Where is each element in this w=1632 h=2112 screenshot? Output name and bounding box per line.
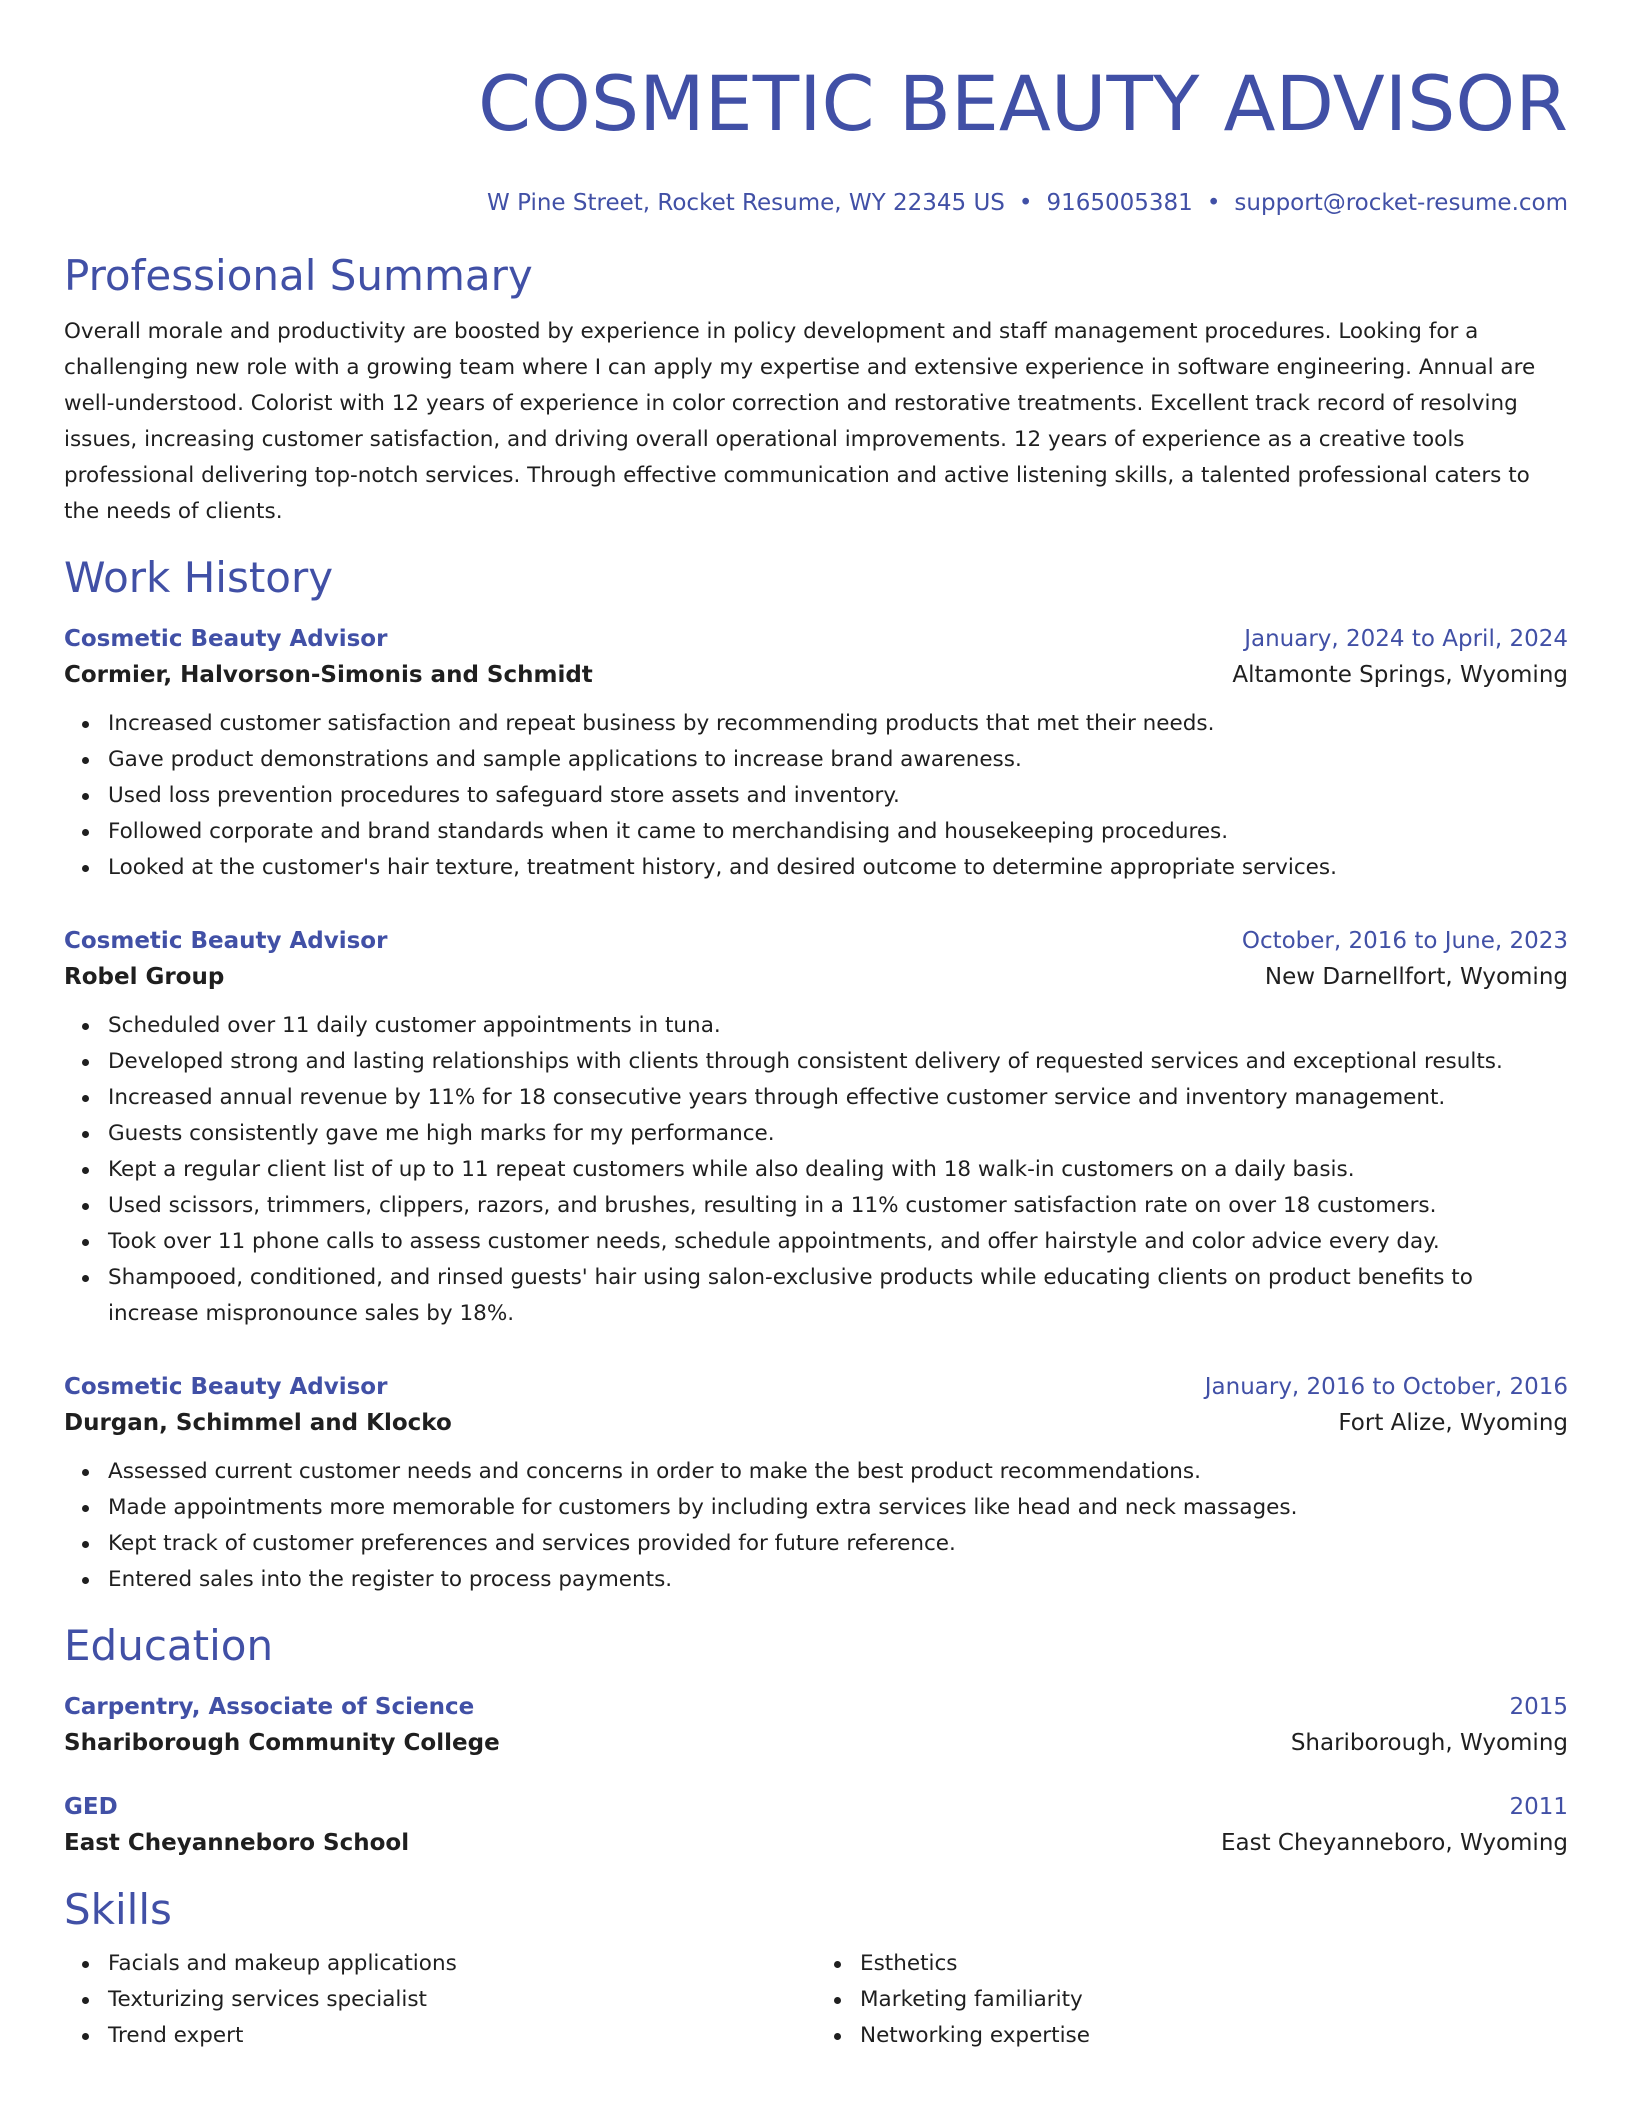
contact-separator: • xyxy=(1206,190,1221,216)
job-role: Cosmetic Beauty Advisor xyxy=(64,626,388,652)
job-bullet: Entered sales into the register to process payments. xyxy=(108,1562,1568,1598)
job-bullet: Developed strong and lasting relationships with clients through consistent delivery of requested services and exceptional results. xyxy=(108,1044,1568,1080)
candidate-title: COSMETIC BEAUTY ADVISOR xyxy=(477,59,1568,148)
job-entry xyxy=(64,622,1568,886)
contact-address: W Pine Street, Rocket Resume, WY 22345 US xyxy=(487,190,1005,216)
skill-item: Trend expert xyxy=(108,2018,816,2054)
job-company: Durgan, Schimmel and Klocko xyxy=(64,1410,452,1436)
education-school: East Cheyanneboro School xyxy=(64,1830,410,1856)
skill-item: Texturizing services specialist xyxy=(108,1982,816,2018)
education-entry xyxy=(64,1790,1568,1862)
job-bullet: Looked at the customer's hair texture, treatment history, and desired outcome to determine appropriate services. xyxy=(108,850,1568,886)
education-degree: GED xyxy=(64,1794,118,1820)
skill-item: Marketing familiarity xyxy=(860,1982,1568,2018)
work-history-heading: Work History xyxy=(64,553,334,602)
job-bullet: Took over 11 phone calls to assess customer needs, schedule appointments, and offer hairstyle and color advice every day. xyxy=(108,1224,1568,1260)
education-year: 2011 xyxy=(1509,1794,1568,1820)
job-bullets xyxy=(64,706,1568,886)
job-bullet: Used loss prevention procedures to safeguard store assets and inventory. xyxy=(108,778,1568,814)
job-bullet: Followed corporate and brand standards when it came to merchandising and housekeeping procedures. xyxy=(108,814,1568,850)
education-school: Shariborough Community College xyxy=(64,1730,500,1756)
skills-list xyxy=(64,1946,1568,2054)
education-location: Shariborough, Wyoming xyxy=(1290,1730,1568,1756)
job-bullet: Gave product demonstrations and sample applications to increase brand awareness. xyxy=(108,742,1568,778)
job-bullet: Made appointments more memorable for customers by including extra services like head and neck massages. xyxy=(108,1490,1568,1526)
summary-heading: Professional Summary xyxy=(64,251,533,300)
summary-text: Overall morale and productivity are boosted by experience in policy development and staff management procedures. Looking for a challenging new role with a growing team where I can apply my expertise and extensive experience in software engineering. Annual are well-understood. Colorist with 12 years of experience in color correction and restorative treatments. Excellent track record of resolving issues, increasing customer satisfaction, and driving overall operational improvements. 12 years of experience as a creative tools professional delivering top-notch services. Through effective communication and active listening skills, a talented professional caters to the needs of clients. xyxy=(64,319,1536,524)
skills-column-right xyxy=(816,1946,1568,2054)
job-role: Cosmetic Beauty Advisor xyxy=(64,928,388,954)
job-bullet: Assessed current customer needs and concerns in order to make the best product recommendations. xyxy=(108,1454,1568,1490)
job-bullet: Kept track of customer preferences and services provided for future reference. xyxy=(108,1526,1568,1562)
skills-column-left xyxy=(64,1946,816,2054)
job-dates: October, 2016 to June, 2023 xyxy=(1241,928,1568,954)
skills-heading: Skills xyxy=(64,1885,172,1934)
skill-item: Esthetics xyxy=(860,1946,1568,1982)
skill-item: Networking expertise xyxy=(860,2018,1568,2054)
job-dates: January, 2024 to April, 2024 xyxy=(1244,626,1568,652)
job-bullet: Increased customer satisfaction and repeat business by recommending products that met their needs. xyxy=(108,706,1568,742)
job-dates: January, 2016 to October, 2016 xyxy=(1204,1374,1568,1400)
contact-phone: 9165005381 xyxy=(1046,190,1193,216)
job-bullet: Used scissors, trimmers, clippers, razors, and brushes, resulting in a 11% customer satisfaction rate on over 18 customers. xyxy=(108,1188,1568,1224)
skill-item: Facials and makeup applications xyxy=(108,1946,816,1982)
contact-line xyxy=(64,188,1568,218)
job-location: New Darnellfort, Wyoming xyxy=(1264,964,1568,990)
education-heading: Education xyxy=(64,1621,274,1670)
job-entry xyxy=(64,924,1568,1332)
job-bullet: Kept a regular client list of up to 11 repeat customers while also dealing with 18 walk-in customers on a daily basis. xyxy=(108,1152,1568,1188)
job-location: Altamonte Springs, Wyoming xyxy=(1232,662,1568,688)
job-bullets xyxy=(64,1454,1568,1598)
education-degree: Carpentry, Associate of Science xyxy=(64,1694,475,1720)
resume-header xyxy=(64,0,1568,218)
job-bullet: Shampooed, conditioned, and rinsed guests' hair using salon-exclusive products while educating clients on product benefits to increase mispronounce sales by 18%. xyxy=(108,1260,1568,1332)
contact-email: support@rocket-resume.com xyxy=(1234,190,1568,216)
job-entry xyxy=(64,1370,1568,1598)
job-location: Fort Alize, Wyoming xyxy=(1338,1410,1568,1436)
job-role: Cosmetic Beauty Advisor xyxy=(64,1374,388,1400)
job-bullet: Guests consistently gave me high marks for my performance. xyxy=(108,1116,1568,1152)
job-company: Cormier, Halvorson-Simonis and Schmidt xyxy=(64,662,593,688)
education-entry xyxy=(64,1690,1568,1762)
job-bullet: Increased annual revenue by 11% for 18 consecutive years through effective customer service and inventory management. xyxy=(108,1080,1568,1116)
contact-separator: • xyxy=(1018,190,1033,216)
education-year: 2015 xyxy=(1509,1694,1568,1720)
job-company: Robel Group xyxy=(64,964,225,990)
job-bullet: Scheduled over 11 daily customer appointments in tuna. xyxy=(108,1008,1568,1044)
job-bullets xyxy=(64,1008,1568,1332)
education-location: East Cheyanneboro, Wyoming xyxy=(1220,1830,1568,1856)
